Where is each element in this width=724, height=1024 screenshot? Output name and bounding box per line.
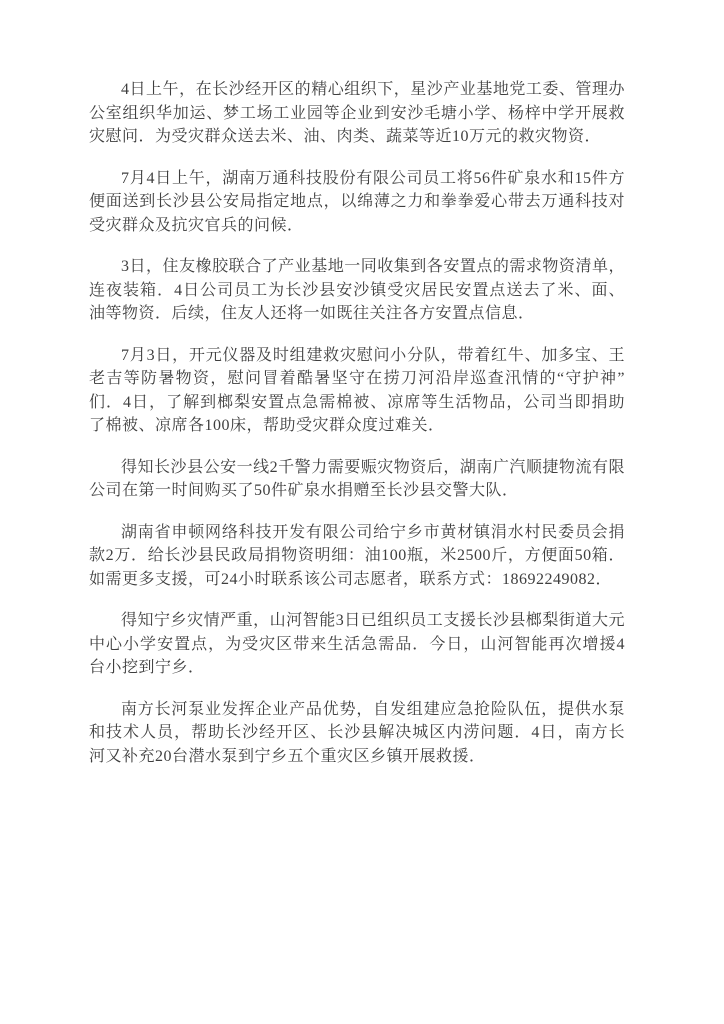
paragraph-8: 南方长河泵业发挥企业产品优势，自发组建应急抢险队伍，提供水泵和技术人员，帮助长沙经开区、长沙县解决城区内涝问题．4日，南方长河又补充20台潜水泵到宁乡五个重灾区乡镇开展救援．	[89, 700, 625, 765]
paragraph-4: 7月3日，开元仪器及时组建救灾慰问小分队，带着红牛、加多宝、王老吉等防暑物资，慰问冒着酷暑坚守在捞刀河沿岸巡查汛情的“守护神”们．4日，了解到榔梨安置点急需棉被、凉席等生活物品，公司当即捐助了棉被、凉席各100床，帮助受灾群众度过难关．	[89, 346, 625, 434]
paragraph-7: 得知宁乡灾情严重，山河智能3日已组织员工支援长沙县榔梨街道大元中心小学安置点，为受灾区带来生活急需品．今日，山河智能再次增援4台小挖到宁乡．	[89, 612, 625, 676]
article-body	[89, 78, 625, 768]
paragraph-2: 7月4日上午，湖南万通科技股份有限公司员工将56件矿泉水和15件方便面送到长沙县公安局指定地点，以绵薄之力和拳拳爱心带去万通科技对受灾群众及抗灾官兵的问候．	[89, 169, 625, 234]
paragraph-5: 得知长沙县公安一线2千警力需要赈灾物资后，湖南广汽顺捷物流有限公司在第一时间购买了50件矿泉水捐赠至长沙县交警大队．	[89, 458, 625, 499]
paragraph-1: 4日上午，在长沙经开区的精心组织下，星沙产业基地党工委、管理办公室组织华加运、梦工场工业园等企业到安沙毛塘小学、杨梓中学开展救灾慰问．为受灾群众送去米、油、肉类、蔬菜等近10万元的救灾物资．	[89, 81, 625, 145]
paragraph-3: 3日，住友橡胶联合了产业基地一同收集到各安置点的需求物资清单，连夜装箱．4日公司员工为长沙县安沙镇受灾居民安置点送去了米、面、油等物资．后续，住友人还将一如既往关注各方安置点信息．	[89, 258, 625, 322]
paragraph-6: 湖南省申顿网络科技开发有限公司给宁乡市黄材镇涓水村民委员会捐款2万．给长沙县民政局捐物资明细：油100瓶，米2500斤，方便面50箱．如需更多支援，可24小时联系该公司志愿者，联系方式：18692249082．	[89, 523, 625, 588]
